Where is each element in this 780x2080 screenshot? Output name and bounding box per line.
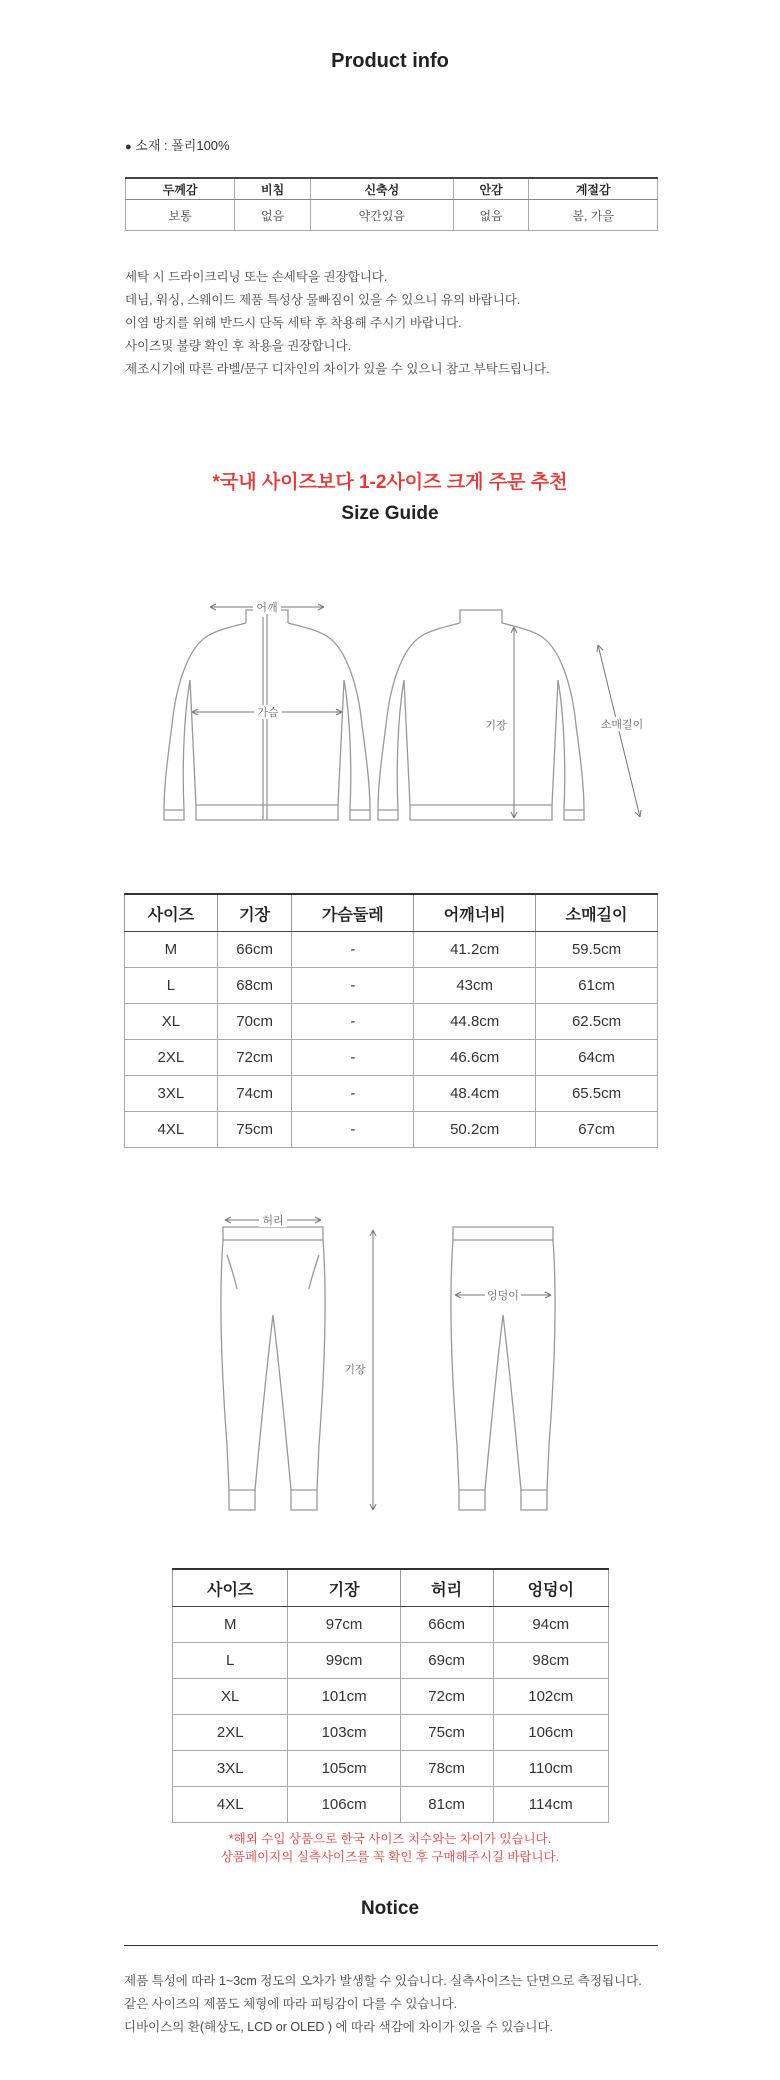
- info-value: 약간있음: [310, 200, 453, 231]
- length-cell: 101cm: [288, 1679, 400, 1715]
- top-table-header: 가슴둘레: [292, 894, 414, 932]
- waist-cell: 75cm: [400, 1715, 493, 1751]
- bottom-table-header: 허리: [400, 1569, 493, 1607]
- chest-cell: -: [292, 968, 414, 1004]
- hip-cell: 110cm: [493, 1751, 608, 1787]
- info-header: 안감: [453, 178, 529, 200]
- notice-title: Notice: [360, 1898, 420, 1919]
- top-table-header: 어깨너비: [414, 894, 536, 932]
- chest-cell: -: [292, 1112, 414, 1148]
- table-row: [125, 932, 658, 968]
- length-cell: 97cm: [288, 1607, 400, 1643]
- sleeve-cell: 59.5cm: [536, 932, 658, 968]
- pants-length-arrow: [370, 1230, 376, 1510]
- waist-cell: 66cm: [400, 1607, 493, 1643]
- shoulder-cell: 43cm: [414, 968, 536, 1004]
- length-cell: 74cm: [217, 1076, 292, 1112]
- size-cell: M: [173, 1607, 288, 1643]
- pants-front-outline: [221, 1227, 325, 1510]
- info-value: 보통: [126, 200, 235, 231]
- hip-label: 엉덩이: [487, 1290, 519, 1302]
- shoulder-cell: 48.4cm: [414, 1076, 536, 1112]
- waist-cell: 72cm: [400, 1679, 493, 1715]
- table-row: [173, 1679, 609, 1715]
- length-cell: 105cm: [288, 1751, 400, 1787]
- waist-label: 허리: [262, 1215, 284, 1227]
- sleeve-cell: 62.5cm: [536, 1004, 658, 1040]
- table-row: [125, 1112, 658, 1148]
- hip-cell: 94cm: [493, 1607, 608, 1643]
- care-line: 사이즈및 불량 확인 후 착용을 권장합니다.: [125, 339, 352, 353]
- jacket-diagram: [150, 595, 650, 840]
- sleeve-cell: 65.5cm: [536, 1076, 658, 1112]
- hip-cell: 98cm: [493, 1643, 608, 1679]
- bottom-table-header: 엉덩이: [493, 1569, 608, 1607]
- table-row: [173, 1715, 609, 1751]
- overseas-size-notice: [0, 1830, 780, 1866]
- table-row: [125, 968, 658, 1004]
- top-table-header: 기장: [217, 894, 292, 932]
- chest-cell: -: [292, 1040, 414, 1076]
- top-table-header: 사이즈: [125, 894, 218, 932]
- table-row: [125, 1004, 658, 1040]
- notice-line: 제품 특성에 따라 1~3cm 정도의 오차가 발생할 수 있습니다. 실측사이즈는 단면으로 측정됩니다.: [124, 1974, 642, 1988]
- length-cell: 103cm: [288, 1715, 400, 1751]
- length-cell: 99cm: [288, 1643, 400, 1679]
- info-header: 두께감: [126, 178, 235, 200]
- sleeve-cell: 67cm: [536, 1112, 658, 1148]
- jacket-back-outline: [378, 610, 584, 820]
- chest-label: 가슴: [257, 707, 279, 719]
- bottom-size-table: [172, 1568, 609, 1823]
- bullet-icon: ●: [125, 141, 132, 153]
- info-value: 없음: [453, 200, 529, 231]
- fabric-info-table: [125, 177, 658, 231]
- info-header: 신축성: [310, 178, 453, 200]
- table-row: [173, 1787, 609, 1823]
- care-line: 세탁 시 드라이크리닝 또는 손세탁을 권장합니다.: [125, 270, 388, 284]
- shoulder-cell: 50.2cm: [414, 1112, 536, 1148]
- product-info-title: Product info: [331, 50, 449, 72]
- length-cell: 106cm: [288, 1787, 400, 1823]
- hip-cell: 106cm: [493, 1715, 608, 1751]
- size-cell: L: [125, 968, 218, 1004]
- size-cell: XL: [125, 1004, 218, 1040]
- chest-cell: -: [292, 932, 414, 968]
- hip-cell: 102cm: [493, 1679, 608, 1715]
- length-cell: 68cm: [217, 968, 292, 1004]
- overseas-notice-line: 상품페이지의 실측사이즈를 꼭 확인 후 구매해주시길 바랍니다.: [220, 1850, 560, 1864]
- shoulder-cell: 44.8cm: [414, 1004, 536, 1040]
- table-row: [173, 1607, 609, 1643]
- table-row: [125, 1076, 658, 1112]
- material-text: 소재 : 폴리100%: [135, 138, 230, 153]
- info-header: 비침: [235, 178, 311, 200]
- overseas-notice-line: *해외 수입 상품으로 한국 사이즈 치수와는 차이가 있습니다.: [228, 1832, 552, 1846]
- table-row: [173, 1751, 609, 1787]
- waist-cell: 69cm: [400, 1643, 493, 1679]
- table-row: [173, 1643, 609, 1679]
- size-cell: 4XL: [173, 1787, 288, 1823]
- pants-diagram: [215, 1205, 605, 1515]
- waist-cell: 81cm: [400, 1787, 493, 1823]
- bottom-table-header: 기장: [288, 1569, 400, 1607]
- size-cell: 3XL: [173, 1751, 288, 1787]
- size-cell: 2XL: [173, 1715, 288, 1751]
- length-measure-arrow: [511, 627, 517, 818]
- size-cell: 4XL: [125, 1112, 218, 1148]
- sleeve-cell: 64cm: [536, 1040, 658, 1076]
- sleeve-label: 소매길이: [600, 719, 644, 731]
- pants-back-outline: [451, 1227, 555, 1510]
- size-cell: 2XL: [125, 1040, 218, 1076]
- length-cell: 66cm: [217, 932, 292, 968]
- notice-line: 디바이스의 환(해상도, LCD or OLED ) 에 따라 색감에 차이가 있을 수 있습니다.: [124, 2020, 553, 2034]
- notice-text: [124, 1970, 642, 2039]
- care-line: 제조시기에 따른 라벨/문구 디자인의 차이가 있을 수 있으니 참고 부탁드립니다.: [125, 362, 550, 376]
- pants-length-label: 기장: [344, 1364, 366, 1376]
- care-line: 이염 방지를 위해 반드시 단독 세탁 후 착용해 주시기 바랍니다.: [125, 316, 462, 330]
- info-value: 봄, 가을: [529, 200, 658, 231]
- info-value: 없음: [235, 200, 311, 231]
- chest-cell: -: [292, 1076, 414, 1112]
- table-row: [125, 1040, 658, 1076]
- chest-cell: -: [292, 1004, 414, 1040]
- waist-cell: 78cm: [400, 1751, 493, 1787]
- length-cell: 75cm: [217, 1112, 292, 1148]
- shoulder-cell: 41.2cm: [414, 932, 536, 968]
- length-label: 기장: [485, 720, 507, 732]
- length-cell: 72cm: [217, 1040, 292, 1076]
- top-table-header: 소매길이: [536, 894, 658, 932]
- shoulder-cell: 46.6cm: [414, 1040, 536, 1076]
- notice-divider: [124, 1945, 658, 1946]
- info-header: 계절감: [529, 178, 658, 200]
- size-recommendation-notice: *국내 사이즈보다 1-2사이즈 크게 주문 추천: [212, 472, 568, 493]
- size-cell: XL: [173, 1679, 288, 1715]
- hip-cell: 114cm: [493, 1787, 608, 1823]
- size-cell: L: [173, 1643, 288, 1679]
- top-size-table: [124, 893, 658, 1148]
- notice-line: 같은 사이즈의 제품도 체형에 따라 피팅감이 다를 수 있습니다.: [124, 1997, 458, 2011]
- shoulder-label: 어깨: [256, 602, 278, 614]
- bottom-table-header: 사이즈: [173, 1569, 288, 1607]
- care-line: 데님, 워싱, 스웨이드 제품 특성상 물빠짐이 있을 수 있으니 유의 바랍니다.: [125, 293, 521, 307]
- size-cell: M: [125, 932, 218, 968]
- material-line: [125, 135, 230, 154]
- length-cell: 70cm: [217, 1004, 292, 1040]
- size-guide-title: Size Guide: [341, 503, 439, 524]
- size-cell: 3XL: [125, 1076, 218, 1112]
- care-instructions: [125, 266, 550, 381]
- sleeve-cell: 61cm: [536, 968, 658, 1004]
